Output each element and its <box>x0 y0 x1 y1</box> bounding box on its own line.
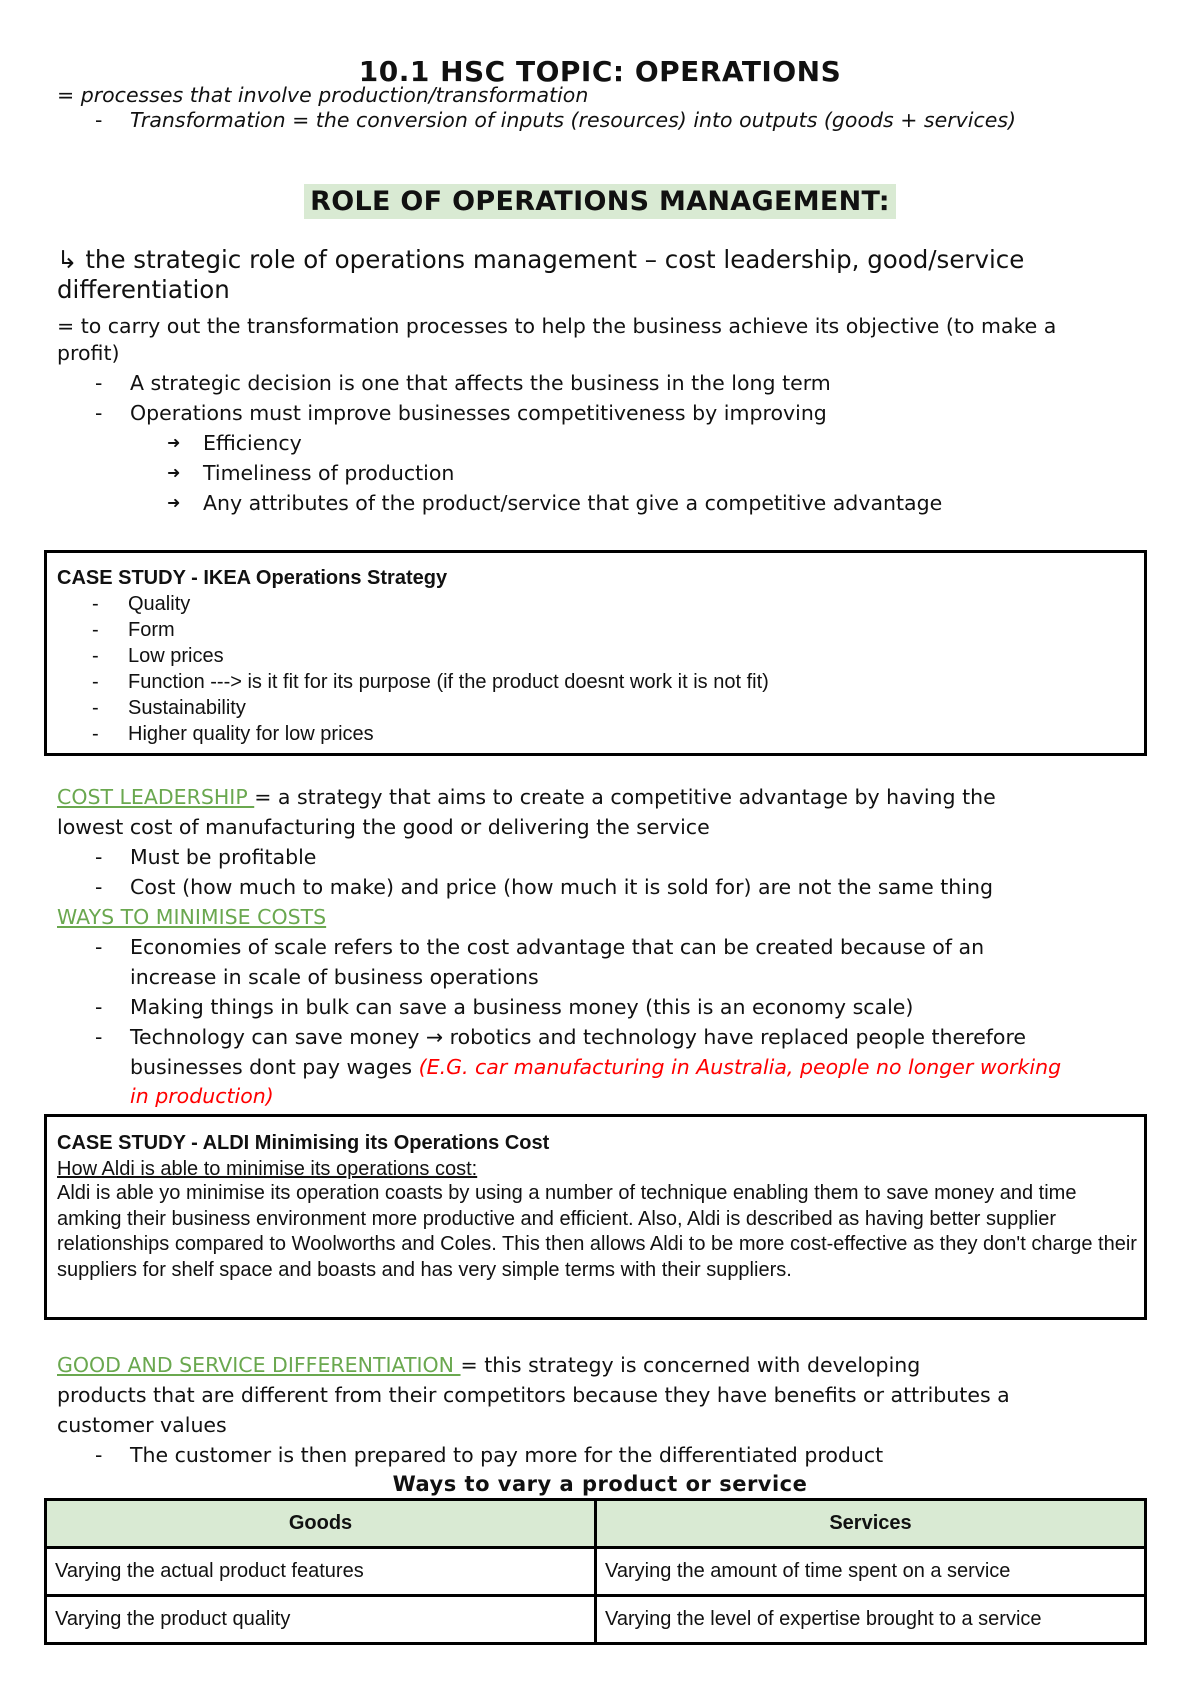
page-title: 10.1 HSC TOPIC: OPERATIONS <box>358 55 842 88</box>
table-header-row <box>46 1500 1146 1548</box>
table-row <box>46 1596 1146 1644</box>
minimise-costs-heading: WAYS TO MINIMISE COSTS <box>57 905 327 929</box>
aldi-case-study-box <box>44 1114 1147 1320</box>
competitiveness-item: Efficiency <box>203 431 302 455</box>
bullet-dash: - <box>95 401 103 425</box>
vary-table-title: Ways to vary a product or service <box>392 1472 808 1496</box>
cost-leadership-def-line-2: lowest cost of manufacturing the good or delivering the service <box>57 815 710 839</box>
ikea-item: Quality <box>128 593 191 615</box>
bullet-dash: - <box>95 1025 103 1049</box>
differentiation-def-line-3: customer values <box>57 1413 227 1437</box>
transformation-definition: Transformation = the conversion of inputs (resources) into outputs (goods + services) <box>130 108 1017 132</box>
bullet-dash: - <box>95 845 103 869</box>
arrow-bullet-icon: ➜ <box>167 493 181 512</box>
bullet-dash: - <box>95 935 103 959</box>
minimise-bullet-2: Making things in bulk can save a business money (this is an economy scale) <box>130 995 914 1019</box>
table-row <box>46 1548 1146 1596</box>
cost-leadership-bullet: Cost (how much to make) and price (how much it is sold for) are not the same thing <box>130 875 994 899</box>
table-cell: Varying the level of expertise brought to a service <box>596 1596 1146 1644</box>
ikea-item: Sustainability <box>128 697 246 719</box>
bullet-dash: - <box>95 1443 103 1467</box>
table-cell: Varying the amount of time spent on a service <box>596 1548 1146 1596</box>
differentiation-def-line-2: products that are different from their competitors because they have benefits or attributes a <box>57 1383 1010 1407</box>
differentiation-def: = this strategy is concerned with developing <box>460 1353 921 1377</box>
differentiation-bullet: The customer is then prepared to pay more for the differentiated product <box>130 1443 884 1467</box>
table-header-goods: Goods <box>46 1500 596 1548</box>
strategic-definition-line-1: = to carry out the transformation processes to help the business achieve its objective (to make a <box>57 314 1057 338</box>
competitiveness-item: Timeliness of production <box>203 461 455 485</box>
ikea-item: Form <box>128 619 175 641</box>
bullet-dash: - <box>92 697 99 719</box>
aldi-case-title: CASE STUDY - ALDI Minimising its Operations Cost <box>57 1132 550 1154</box>
ikea-item: Function ---> is it fit for its purpose (if the product doesnt work it is not fit) <box>128 671 769 693</box>
bullet-dash: - <box>95 875 103 899</box>
minimise-bullet-3-text: businesses dont pay wages <box>130 1055 419 1079</box>
arrow-bullet-icon: ➜ <box>167 433 181 452</box>
bullet-dash: - <box>95 371 103 395</box>
bullet-dash: - <box>92 645 99 667</box>
table-header-services: Services <box>596 1500 1146 1548</box>
cost-leadership-bullet: Must be profitable <box>130 845 317 869</box>
strategic-role-heading: ↳ the strategic role of operations management – cost leadership, good/service differentiation <box>57 245 1025 304</box>
role-heading-text: ROLE OF OPERATIONS MANAGEMENT: <box>304 184 896 219</box>
bullet-dash: - <box>92 671 99 693</box>
bullet-dash: - <box>95 995 103 1019</box>
bullet-dash: - <box>92 593 99 615</box>
cost-leadership-def: = a strategy that aims to create a competitive advantage by having the <box>254 785 996 809</box>
ikea-case-study-box <box>44 550 1147 756</box>
arrow-bullet-icon: ➜ <box>167 463 181 482</box>
minimise-bullet-3-line-2 <box>130 1052 1061 1082</box>
vary-table <box>44 1498 1147 1645</box>
bullet-dash: - <box>92 723 99 745</box>
cost-leadership-term: COST LEADERSHIP <box>57 785 255 809</box>
table-cell: Varying the actual product features <box>46 1548 596 1596</box>
example-note-line-2: in production) <box>130 1084 274 1108</box>
aldi-case-paragraph: Aldi is able yo minimise its operation coasts by using a number of technique enabling them to save money and time amking their business environment more productive and efficient. Also, Aldi is described as having better supplier relationships compared to Woolworths and Coles. This then allows Aldi to be more cost-effective as they don't charge their suppliers for shelf space and boasts and has very simple terms with their suppliers. <box>57 1182 1137 1281</box>
ikea-item: Higher quality for low prices <box>128 723 374 745</box>
ikea-item: Low prices <box>128 645 224 667</box>
aldi-case-subtitle: How Aldi is able to minimise its operations cost: <box>57 1158 478 1180</box>
competitiveness-item: Any attributes of the product/service that give a competitive advantage <box>203 491 943 515</box>
table-cell: Varying the product quality <box>46 1596 596 1644</box>
example-note: (E.G. car manufacturing in Australia, people no longer working <box>418 1055 1062 1079</box>
cost-leadership-definition <box>57 782 996 812</box>
role-heading <box>0 186 1200 217</box>
strategic-bullet: Operations must improve businesses competitiveness by improving <box>130 401 827 425</box>
differentiation-definition <box>57 1350 920 1380</box>
minimise-bullet-3-line-1: Technology can save money → robotics and technology have replaced people therefore <box>130 1025 1027 1049</box>
ikea-case-title: CASE STUDY - IKEA Operations Strategy <box>57 567 448 589</box>
strategic-bullet: A strategic decision is one that affects the business in the long term <box>130 371 831 395</box>
minimise-bullet-1-line-2: increase in scale of business operations <box>130 965 539 989</box>
bullet-dash: - <box>95 108 103 132</box>
strategic-definition-line-2: profit) <box>57 341 120 365</box>
operations-definition: = processes that involve production/transformation <box>57 83 589 107</box>
bullet-dash: - <box>92 619 99 641</box>
minimise-bullet-1-line-1: Economies of scale refers to the cost advantage that can be created because of an <box>130 935 985 959</box>
differentiation-term: GOOD AND SERVICE DIFFERENTIATION <box>57 1353 461 1377</box>
